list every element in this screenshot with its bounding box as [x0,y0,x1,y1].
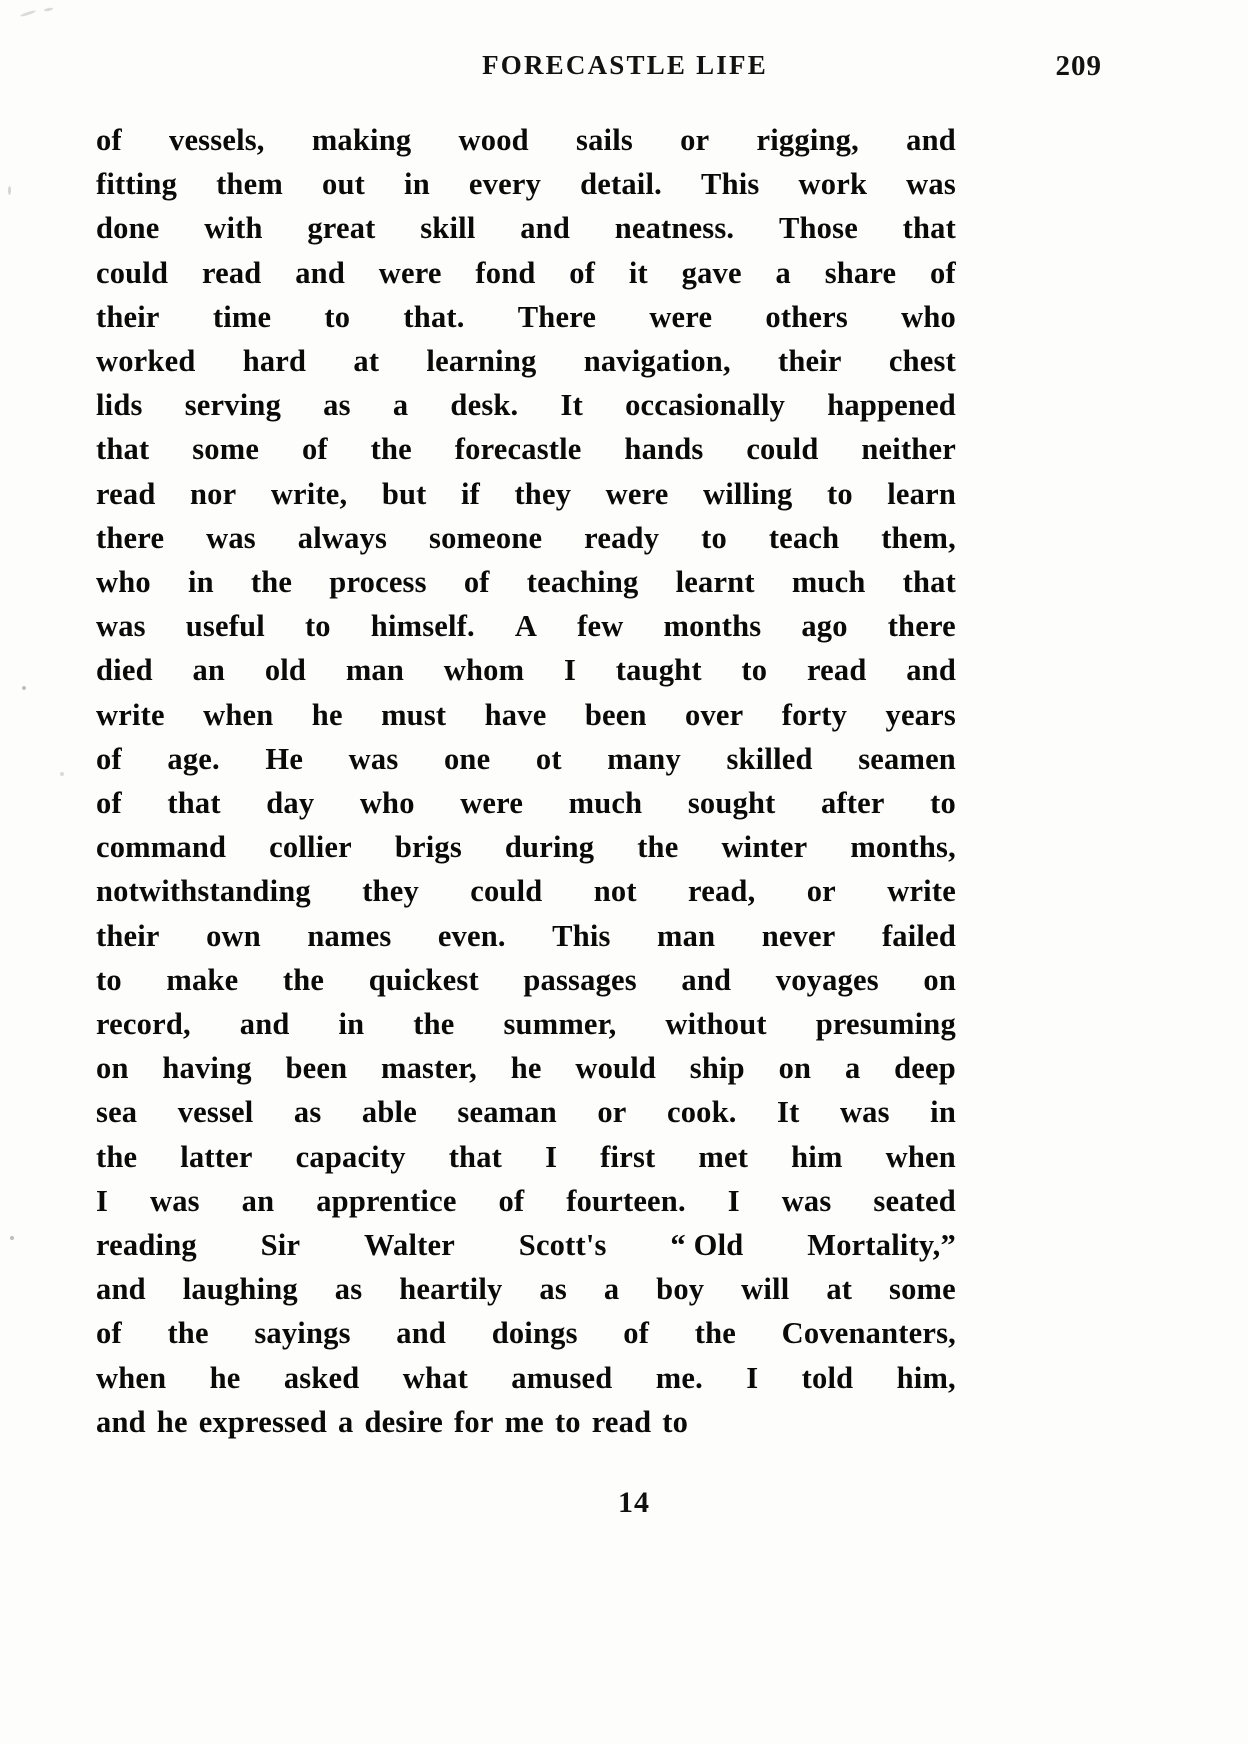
chapter-title: FORECASTLE LIFE [482,50,768,80]
word: that. [403,299,465,334]
word: read, [688,874,756,909]
word: making [311,123,412,157]
word: fond [475,255,536,290]
word: could [746,432,819,467]
word: teach [768,520,840,555]
word: the [282,962,325,997]
word: of [96,786,122,821]
word: sea [96,1095,138,1130]
word: Sir [260,1228,301,1263]
text-line [96,869,956,913]
word: even. [437,918,506,953]
word: read [591,1404,652,1439]
word: write [887,874,956,909]
text-line [96,1046,956,1090]
word: write [96,697,165,732]
word: never [761,918,836,953]
text-line [96,693,956,737]
word: Those [778,211,858,246]
word: in [404,167,430,202]
page-number: 209 [1055,50,1102,82]
word: whom [443,653,525,688]
text-line [96,1267,956,1311]
word: I [96,1183,109,1218]
word: on [923,962,956,997]
word: they [362,874,419,909]
word: in [187,565,214,600]
word: to [554,1404,581,1439]
word: with [204,211,263,246]
word: their [778,344,842,379]
word: vessels, [169,123,265,157]
word: he [156,1404,188,1439]
word: that [448,1139,503,1174]
word: done [96,211,160,246]
word: much [791,565,866,600]
word: after [821,786,885,821]
word: were [649,299,713,334]
word: to [96,962,122,997]
word: notwithstanding [96,874,311,909]
word: chest [888,344,956,379]
text-line [96,206,956,250]
word: It [560,388,583,423]
word: were [605,476,669,511]
word: to [826,476,853,511]
word: in [930,1095,956,1130]
text-line [96,604,956,648]
word: quickest [368,962,479,997]
word: always [297,520,388,555]
word: record, [96,1007,191,1042]
word: read [806,653,867,688]
word: asked [283,1360,360,1395]
scan-speck [8,186,11,195]
word: happened [827,388,956,423]
word: deep [894,1051,956,1086]
text-line [96,1356,956,1400]
scan-speck [22,686,26,690]
text-line [96,737,956,781]
word: learn [887,476,956,511]
word: who [96,565,151,600]
word: told [801,1360,854,1395]
word: seamen [858,741,956,776]
word: and [96,1272,146,1307]
word: presuming [815,1007,956,1042]
text-line [96,560,956,604]
word: summer, [503,1007,617,1042]
word: It [777,1095,800,1130]
word: at [826,1272,853,1307]
text-line [96,1223,956,1267]
word: wood [458,123,529,157]
word: collier [269,830,352,865]
text-line [96,118,956,162]
word: boy [656,1272,705,1307]
word: of [463,565,490,600]
text-line [96,958,956,1002]
word: seaman [457,1095,557,1130]
word: was [96,609,146,644]
text-line [96,251,956,295]
word: over [685,697,744,732]
word: “ Old [670,1228,744,1263]
word: heartily [399,1272,503,1307]
word: they [514,476,572,511]
word: on [778,1051,812,1086]
word: without [665,1007,767,1042]
word: old [264,653,307,688]
word: if [460,476,480,511]
word: to [741,653,768,688]
word: I [563,653,577,688]
word: who [901,299,956,334]
word: skill [420,211,476,246]
word: when [203,697,274,732]
word: at [353,344,380,379]
word: it [628,255,648,290]
word: ready [584,520,660,555]
word: an [192,653,226,688]
word: and [239,1007,290,1042]
word: their [96,918,160,953]
word: vessel [177,1095,254,1130]
word: of [498,1183,525,1218]
word: to [662,1404,689,1439]
body-text [96,118,956,1444]
word: out [322,167,365,202]
word: to [930,786,956,821]
word: in [338,1007,365,1042]
word: detail. [580,167,662,202]
word: and [520,211,570,246]
word: having [162,1051,252,1086]
word: died [96,653,153,688]
word: He [265,741,304,776]
word: as [323,388,351,423]
word: winter [721,830,808,865]
word: reading [96,1228,197,1263]
word: master, [381,1051,477,1086]
word: sails [576,123,633,157]
word: doings [491,1316,578,1351]
word: others [765,299,848,334]
word: that [902,565,956,600]
word: of [96,123,122,157]
word: passages [523,962,637,997]
word: lids [96,388,143,423]
running-head [96,50,1152,90]
word: him [791,1139,843,1174]
word: who [359,786,415,821]
word: Covenanters, [781,1316,956,1351]
word: must [381,697,447,732]
word: laughing [182,1272,298,1307]
word: I [545,1139,558,1174]
word: every [468,167,542,202]
word: will [741,1272,790,1307]
word: were [460,786,524,821]
word: work [798,167,868,202]
word: time [212,299,272,334]
word: many [607,741,681,776]
word: the [96,1139,138,1174]
text-line [96,516,956,560]
word: brigs [394,830,462,865]
word: but [381,476,427,511]
word: or [597,1095,627,1130]
word: first [600,1139,656,1174]
word: to [304,609,331,644]
word: was [839,1095,890,1130]
word: voyages [775,962,879,997]
word: me [504,1404,544,1439]
word: and [906,123,956,157]
word: able [361,1095,417,1130]
word: the [694,1316,736,1351]
word: was [206,520,256,555]
text-line [96,1090,956,1134]
word: a [603,1272,620,1307]
word: expressed [198,1404,327,1439]
word: of [930,255,956,290]
word: and [96,1404,146,1439]
word: or [680,123,710,157]
word: to [701,520,727,555]
word: months [663,609,762,644]
word: of [96,741,122,776]
word: the [413,1007,455,1042]
word: of [569,255,596,290]
word: seated [873,1183,956,1218]
word: him, [896,1360,956,1395]
word: amused [511,1360,613,1395]
word: some [192,432,260,467]
word: during [504,830,595,865]
word: hands [624,432,704,467]
word: was [150,1183,200,1218]
word: he [311,697,343,732]
word: desk. [450,388,519,423]
word: learning [426,344,537,379]
word: Walter [364,1228,455,1263]
word: desire [364,1404,444,1439]
word: have [484,697,547,732]
word: day [266,786,315,821]
word: teaching [526,565,639,600]
scan-speck [60,772,64,776]
word: age. [167,741,220,776]
word: the [250,565,293,600]
word: taught [615,653,702,688]
word: was [781,1183,832,1218]
word: as [334,1272,363,1307]
word: on [96,1051,129,1086]
word: sayings [254,1316,351,1351]
text-line [96,1311,956,1355]
word: as [539,1272,567,1307]
word: navigation, [583,344,731,379]
word: and [295,255,346,290]
word: and [681,962,732,997]
scan-speck [20,10,36,18]
word: apprentice [316,1183,457,1218]
word: and [396,1316,447,1351]
word: that [167,786,221,821]
word: skilled [726,741,813,776]
word: cook. [666,1095,737,1130]
word: was [348,741,399,776]
word: would [575,1051,657,1086]
word: neatness. [614,211,735,246]
text-line [96,383,956,427]
text-line [96,427,956,471]
word: hard [242,344,307,379]
word: make [166,962,239,997]
word: a [844,1051,861,1086]
text-line [96,295,956,339]
word: them, [881,520,956,555]
text-line [96,648,956,692]
text-line [96,1002,956,1046]
word: or [806,874,836,909]
word: ship [689,1051,745,1086]
word: Mortality,” [807,1228,956,1263]
text-line [96,472,956,516]
word: names [307,918,392,953]
word: months, [850,830,956,865]
word: gave [681,255,742,290]
word: a [775,255,791,290]
word: he [510,1051,542,1086]
word: few [577,609,624,644]
word: them [216,167,283,202]
word: process [329,565,427,600]
word: there [96,520,165,555]
word: someone [429,520,543,555]
word: willing [702,476,793,511]
signature-mark: 14 [618,1486,650,1519]
word: fourteen. [566,1183,686,1218]
word: rigging, [756,123,859,157]
word: ot [535,741,562,776]
word: learnt [675,565,755,600]
word: This [701,167,760,202]
word: failed [881,918,956,953]
word: was [906,167,956,202]
word: neither [861,432,956,467]
text-line [96,825,956,869]
text-line [96,914,956,958]
word: of [96,1316,122,1351]
word: nor [190,476,237,511]
word: worked [96,344,196,379]
word: for [454,1404,494,1439]
scan-speck [10,1236,14,1240]
word: fitting [96,167,178,202]
word: that [902,211,956,246]
text-line [96,162,956,206]
word: command [96,830,227,865]
word: one [443,741,491,776]
word: share [824,255,897,290]
word: some [889,1272,956,1307]
word: man [345,653,405,688]
text-line [96,1179,956,1223]
word: an [241,1183,275,1218]
text-line [96,1135,956,1179]
word: could [96,255,169,290]
word: not [593,874,637,909]
word: a [338,1404,354,1439]
word: as [293,1095,322,1130]
word: the [370,432,412,467]
text-line [96,781,956,825]
word: there [887,609,956,644]
word: own [206,918,261,953]
word: been [584,697,647,732]
word: latter [180,1139,253,1174]
word: what [402,1360,468,1395]
word: write, [270,476,348,511]
word: occasionally [625,388,786,423]
word: Scott's [518,1228,607,1263]
word: sought [687,786,776,821]
word: that [96,432,150,467]
word: forecastle [454,432,582,467]
word: and [906,653,956,688]
word: when [96,1360,167,1395]
word: been [285,1051,348,1086]
word: were [378,255,442,290]
word: the [637,830,679,865]
word: A [514,609,538,644]
word: years [885,697,956,732]
word: of [301,432,328,467]
word: of [623,1316,650,1351]
word: their [96,299,160,334]
word: great [307,211,376,246]
word: I [746,1360,759,1395]
scan-speck [44,7,53,12]
word: himself. [370,609,475,644]
word: ago [801,609,848,644]
word: There [517,299,597,334]
word: to [324,299,351,334]
word: could [470,874,543,909]
word: capacity [295,1139,406,1174]
word: man [657,918,716,953]
word: serving [184,388,282,423]
word: read [201,255,262,290]
word: me. [655,1360,703,1395]
word: useful [185,609,265,644]
word: This [552,918,611,953]
text-line [96,1400,956,1444]
text-line [96,339,956,383]
word: the [167,1316,209,1351]
word: much [568,786,643,821]
word: forty [781,697,848,732]
word: when [885,1139,956,1174]
word: he [209,1360,241,1395]
word: a [392,388,409,423]
word: read [96,476,156,511]
word: met [698,1139,749,1174]
word: I [727,1183,740,1218]
